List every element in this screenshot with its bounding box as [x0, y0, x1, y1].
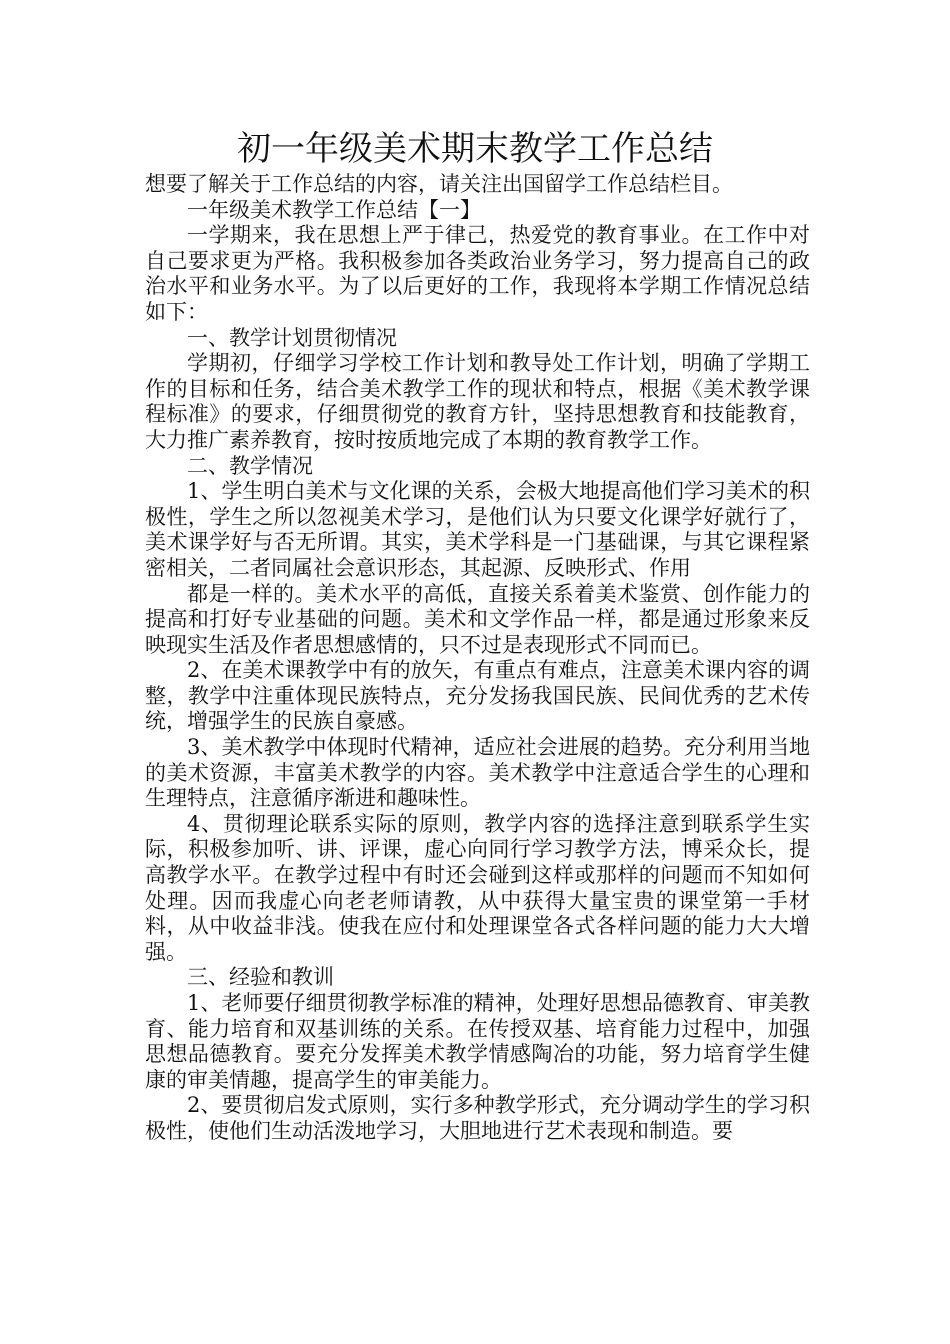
body-paragraph: 1、老师要仔细贯彻教学标准的精神，处理好思想品德教育、审美教育、能力培育和双基训练的关系。在传授双基、培育能力过程中，加强思想品德教育。要充分发挥美术教学情感陶冶的功能，努力培育学生健康的审美情趣，提高学生的审美能力。	[145, 991, 810, 1092]
intro-paragraph: 想要了解关于工作总结的内容，请关注出国留学工作总结栏目。	[145, 172, 733, 196]
section-heading: 一、教学计划贯彻情况	[187, 325, 397, 350]
body-paragraph: 1、学生明白美术与文化课的关系，会极大地提高他们学习美术的积极性，学生之所以忽视美术学习，是他们认为只要文化课学好就行了，美术课学好与否无所谓。其实，美术学科是一门基础课，与其它课程紧密相关，二者同属社会意识形态，其起源、反映形式、作用	[145, 479, 810, 580]
body-paragraph: 2、要贯彻启发式原则，实行多种教学形式，充分调动学生的学习积极性，使他们生动活泼地学习，大胆地进行艺术表现和制造。要	[145, 1093, 810, 1143]
body-paragraph: 一学期来，我在思想上严于律己，热爱党的教育事业。在工作中对自己要求更为严格。我积极参加各类政治业务学习，努力提高自己的政治水平和业务水平。为了以后更好的工作，我现将本学期工作情况总结如下：	[145, 223, 810, 324]
document-title: 初一年级美术期末教学工作总结	[237, 129, 713, 169]
body-paragraph: 都是一样的。美术水平的高低，直接关系着美术鉴赏、创作能力的提高和打好专业基础的问题。美术和文学作品一样，都是通过形象来反映现实生活及作者思想感情的，只不过是表现形式不同而已。	[145, 581, 810, 657]
body-paragraph: 4、贯彻理论联系实际的原则，教学内容的选择注意到联系学生实际，积极参加听、讲、评课，虚心向同行学习教学方法，博采众长，提高教学水平。在教学过程中有时还会碰到这样或那样的问题而不知如何处理。因而我虚心向老老师请教，从中获得大量宝贵的课堂第一手材料，从中收益非浅。使我在应付和处理课堂各式各样问题的能力大大增强。	[145, 811, 810, 964]
section-heading: 一年级美术教学工作总结【一】	[187, 197, 481, 222]
section-heading: 二、教学情况	[187, 453, 313, 478]
body-paragraph: 学期初，仔细学习学校工作计划和教导处工作计划，明确了学期工作的目标和任务，结合美术教学工作的现状和特点，根据《美术教学课程标准》的要求，仔细贯彻党的教育方针，坚持思想教育和技能教育，大力推广素养教育，按时按质地完成了本期的教育教学工作。	[145, 351, 810, 452]
document-body	[145, 172, 810, 1145]
section-heading: 三、经验和教训	[187, 965, 334, 990]
body-paragraph: 2、在美术课教学中有的放矢，有重点有难点，注意美术课内容的调整，教学中注重体现民族特点，充分发扬我国民族、民间优秀的艺术传统，增强学生的民族自豪感。	[145, 658, 810, 734]
body-paragraph: 3、美术教学中体现时代精神，适应社会进展的趋势。充分利用当地的美术资源，丰富美术教学的内容。美术教学中注意适合学生的心理和生理特点，注意循序渐进和趣味性。	[145, 735, 810, 811]
